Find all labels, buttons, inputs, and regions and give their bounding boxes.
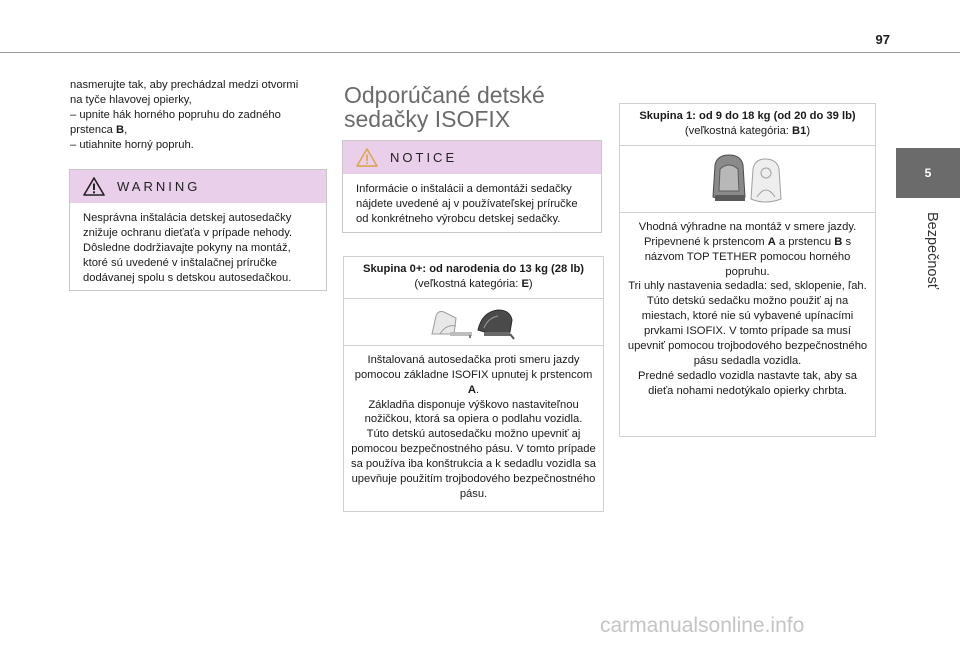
notice-icon — [356, 148, 378, 167]
chapter-number: 5 — [924, 166, 932, 180]
rear-facing-seat-illustration — [426, 304, 522, 340]
intro-line: – utiahnite horný popruh. — [70, 138, 194, 151]
group1-seat-image — [620, 146, 875, 213]
intro-line: – upnite hák horného popruhu do zadného — [70, 108, 281, 121]
group0-header — [344, 257, 603, 299]
group1-card — [619, 103, 876, 437]
section-title: Odporúčané detské sedačky ISOFIX — [344, 82, 545, 132]
group1-text — [620, 213, 875, 406]
group1-paragraph: Predné sedadlo vozidla nastavte tak, aby sa dieťa nohami nedotýkalo opierky chrbta. — [638, 369, 857, 397]
group0-seat-image — [344, 299, 603, 346]
intro-text — [70, 78, 325, 153]
chapter-label: Bezpečnosť — [924, 212, 940, 290]
intro-line: na tyče hlavovej opierky, — [70, 93, 192, 106]
warning-box — [69, 169, 327, 291]
warning-text: Nesprávna inštalácia detskej autosedačky znižuje ochranu dieťaťa v prípade nehody. Dôsledne dodržiavajte pokyny na montáž, ktoré sú uvedené v inštalačnej príručke dodávanej spolu s detskou autosedačkou. — [83, 212, 293, 284]
group0-size: (veľkostná kategória: E) — [414, 277, 533, 290]
page-number: 97 — [875, 32, 890, 47]
notice-text: Informácie o inštalácii a demontáži sedačky nájdete uvedené aj v používateľskej príručke od konkrétneho výrobcu detskej sedačky. — [356, 183, 578, 225]
intro-line: nasmerujte tak, aby prechádzal medzi otvormi — [70, 79, 299, 91]
group0-paragraph: Inštalovaná autosedačka proti smeru jazdy pomocou základne ISOFIX upnutej k prstencom A. — [354, 353, 593, 396]
group1-paragraph: Túto detskú sedačku možno použiť aj na miestach, ktoré nie sú vybavené upínacími prvkami ISOFIX. V tomto prípade sa musí upevniť pomocou trojbodového bezpečnostného pásu sedadla vozidla. — [627, 295, 868, 367]
intro-line: prstenca B, — [70, 123, 128, 136]
notice-header — [343, 141, 601, 174]
watermark: carmanualsonline.info — [600, 614, 805, 637]
forward-facing-seat-illustration — [707, 151, 789, 207]
group1-size: (veľkostná kategória: B1) — [684, 124, 811, 137]
warning-icon — [83, 177, 105, 196]
group0-card — [343, 256, 604, 512]
group0-text — [344, 346, 603, 509]
notice-box — [342, 140, 602, 233]
group1-header — [620, 104, 875, 146]
chapter-tab[interactable] — [896, 148, 960, 198]
warning-header — [70, 170, 326, 203]
notice-title: NOTICE — [390, 150, 458, 165]
top-rule — [0, 52, 960, 53]
group0-paragraph: Túto detskú autosedačku možno upevniť aj pomocou bezpečnostného pásu. V tomto prípade sa používa iba konštrukcia a k sedadlu vozidla sa upevňuje použitím trojbodového bezpečnostného pásu. — [350, 428, 597, 500]
group0-paragraph: Základňa disponuje výškovo nastaviteľnou nožičkou, ktorá sa opiera o podlahu vozidla. — [364, 398, 583, 426]
group1-paragraph: Vhodná výhradne na montáž v smere jazdy. Pripevnené k prstencom A a prstencu B s názvom TOP TETHER pomocou horného popruhu. — [638, 220, 857, 278]
strap-letter: B — [116, 123, 125, 136]
group1-paragraph: Tri uhly nastavenia sedadla: sed, sklopenie, ľah. — [628, 280, 867, 293]
group1-title: Skupina 1: od 9 do 18 kg (od 20 do 39 lb) — [639, 110, 856, 122]
group0-title: Skupina 0+: od narodenia do 13 kg (28 lb) — [363, 263, 584, 275]
warning-title: WARNING — [117, 179, 201, 194]
